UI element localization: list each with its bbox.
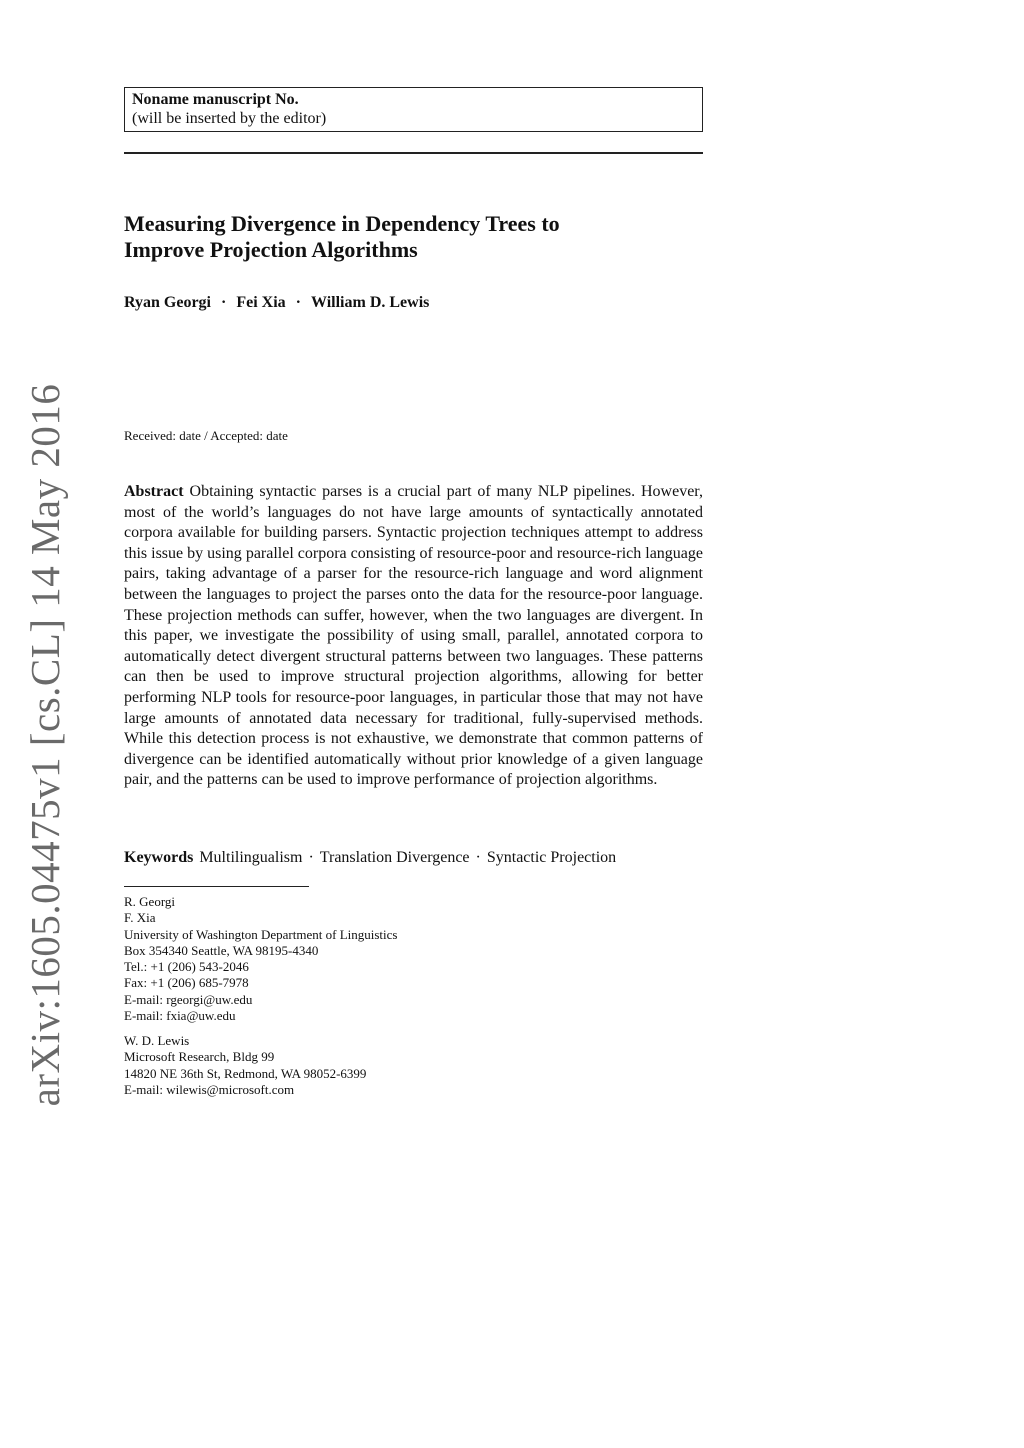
affiliation-line: R. Georgi (124, 894, 176, 909)
paper-title-line-1: Measuring Divergence in Dependency Trees to (124, 211, 560, 236)
author-name: Ryan Georgi (124, 294, 211, 311)
keyword: Multilingualism (199, 849, 303, 866)
paper-title (124, 211, 724, 263)
keyword: Syntactic Projection (486, 849, 617, 866)
manuscript-box (124, 87, 703, 132)
keyword-separator: · (308, 849, 314, 866)
keywords (124, 849, 724, 867)
affiliation-line: W. D. Lewis (124, 1033, 190, 1048)
abstract-text: Obtaining syntactic parses is a crucial part of many NLP pipelines. However, most of the world’s languages do not have large amounts of syntactically annotated corpora available for building parsers. Syntactic projection techniques attempt to address this issue by using parallel corpora consisting of resource-poor and resource-rich language pairs, taking advantage of a parser for the resource-rich language and word alignment between the languages to project the parses onto the data for the resource-poor language. These projection methods can suffer, however, when the two languages are divergent. In this paper, we investigate the possibility of using small, parallel, annotated corpora to automatically detect divergent structural patterns between two languages. These patterns can then be used to improve structural projection algorithms, allowing for better performing NLP tools for resource-poor languages, in particular those that may not have large amounts of annotated data necessary for traditional, fully-supervised methods. While this detection process is not exhaustive, we demonstrate that common patterns of divergence can be identified automatically without prior knowledge of a given language pair, and the patterns can be used to improve performance of projection algorithms. (124, 483, 703, 789)
footnote-rule (124, 886, 309, 887)
manuscript-number-label: Noname manuscript No. (132, 91, 299, 108)
author-separator: · (220, 294, 227, 311)
affiliation-line: F. Xia (124, 910, 156, 926)
abstract-label: Abstract (124, 483, 184, 500)
affiliation-line: Microsoft Research, Bldg 99 (124, 1049, 275, 1065)
email-line[interactable]: E-mail: rgeorgi@uw.edu (124, 991, 253, 1007)
abstract (124, 482, 703, 791)
manuscript-editor-note: (will be inserted by the editor) (132, 110, 327, 127)
author-name: Fei Xia (236, 294, 286, 311)
affiliation-line: University of Washington Department of Linguistics (124, 926, 398, 942)
author-list (124, 294, 429, 312)
affiliation-line: Tel.: +1 (206) 543-2046 (124, 959, 249, 975)
author-separator: · (295, 294, 301, 311)
affiliation-block-uw (124, 894, 397, 1024)
keyword-separator: · (475, 849, 481, 866)
arxiv-identifier[interactable]: arXiv:1605.04475v1 [cs.CL] 14 May 2016 (22, 383, 68, 1107)
affiliation-block-microsoft (124, 1033, 366, 1098)
header-rule (124, 152, 703, 154)
affiliation-line: Box 354340 Seattle, WA 98195-4340 (124, 942, 319, 958)
paper-title-line-2: Improve Projection Algorithms (124, 237, 418, 262)
email-line[interactable]: E-mail: fxia@uw.edu (124, 1008, 236, 1024)
received-accepted-dates: Received: date / Accepted: date (124, 428, 288, 443)
keyword: Translation Divergence (319, 849, 470, 866)
email-line[interactable]: E-mail: wilewis@microsoft.com (124, 1081, 295, 1097)
author-name: William D. Lewis (311, 294, 430, 311)
affiliation-line: Fax: +1 (206) 685-7978 (124, 975, 249, 991)
keywords-label: Keywords (124, 849, 194, 866)
affiliation-line: 14820 NE 36th St, Redmond, WA 98052-6399 (124, 1065, 367, 1081)
